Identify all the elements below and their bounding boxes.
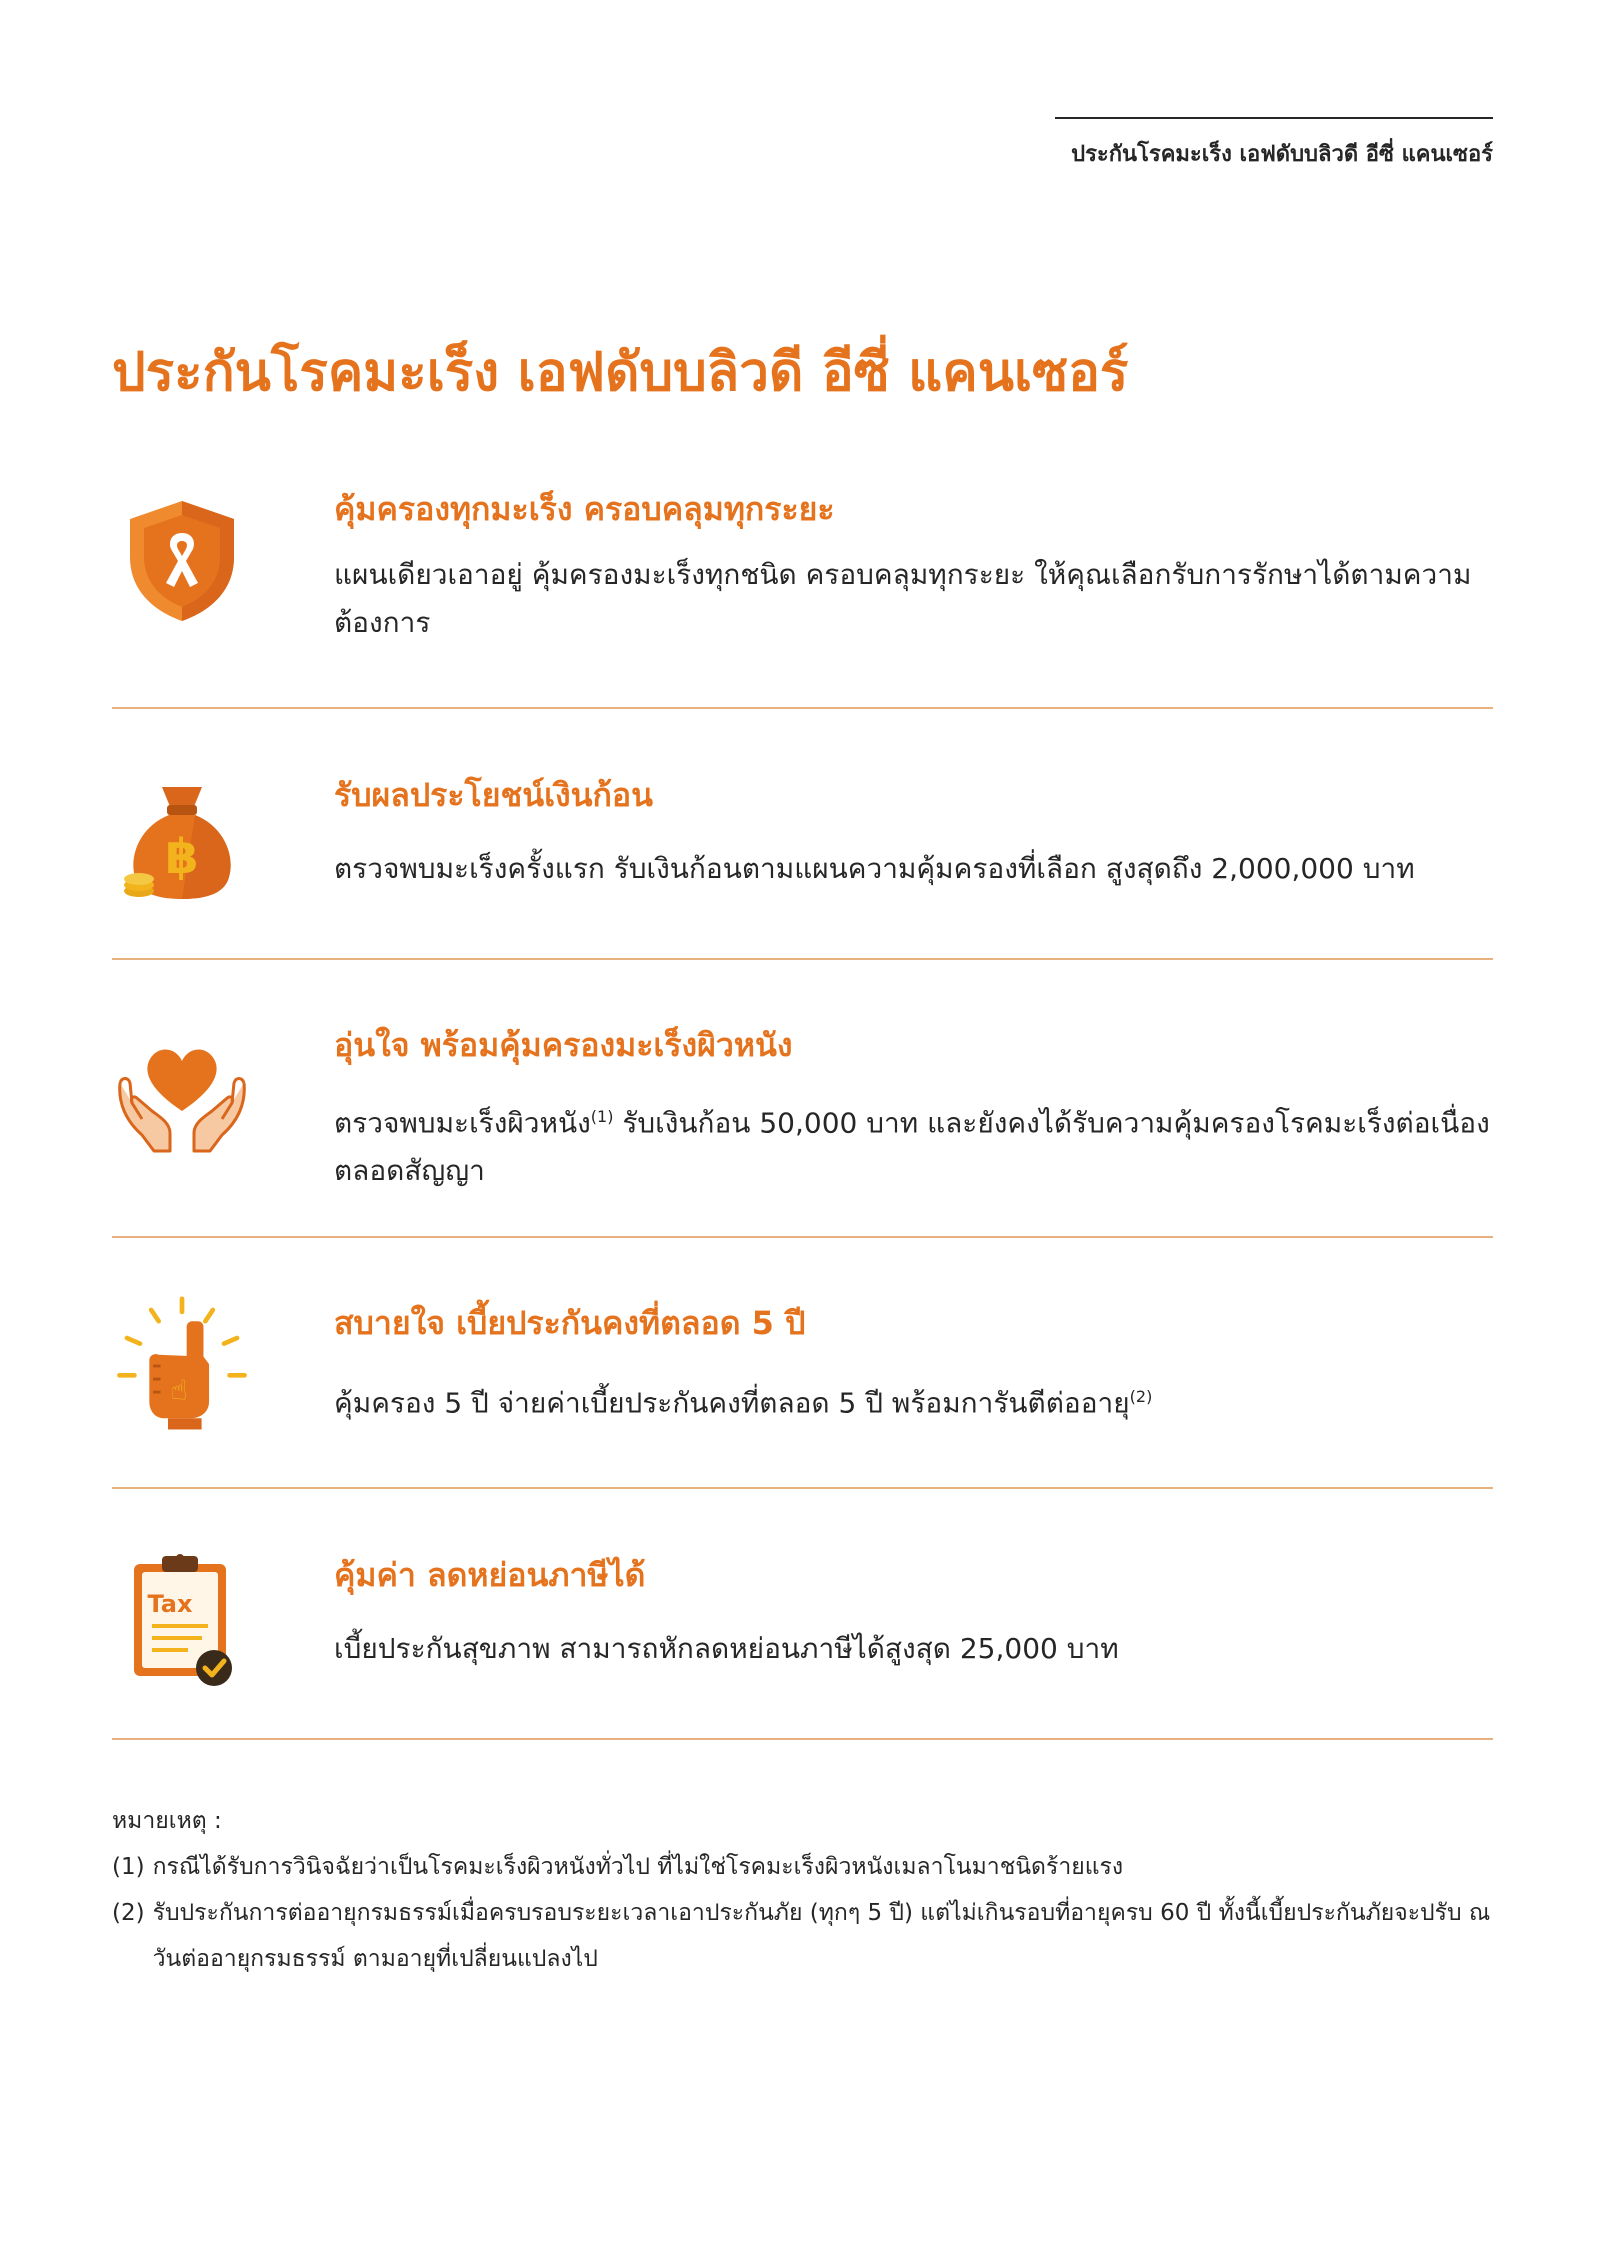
footnote-text: รับประกันการต่ออายุกรมธรรม์เมื่อครบรอบระยะเวลาเอาประกันภัย (ทุกๆ 5 ปี) แต่ไม่เกินรอบที่อายุครบ 60 ปี ทั้งนี้เบี้ยประกันภัยจะปรับ ณ วันต่ออายุกรมธรรม์ ตามอายุที่เปลี่ยนแปลงไป	[152, 1900, 1491, 1972]
notes-label: หมายเหตุ :	[112, 1808, 222, 1834]
footnote-marker: (1)	[112, 1854, 145, 1880]
tax-icon-label: Tax	[147, 1590, 193, 1618]
feature-description: ตรวจพบมะเร็งครั้งแรก รับเงินก้อนตามแผนความคุ้มครองที่เลือก สูงสุดถึง 2,000,000 บาท	[334, 852, 1415, 885]
section-divider	[112, 707, 1493, 709]
feature-text	[334, 484, 1493, 647]
feature-text	[334, 770, 1493, 893]
feature-text	[334, 1298, 1493, 1427]
foam-finger-icon	[112, 1286, 252, 1446]
footnote-text: กรณีได้รับการวินิจฉัยว่าเป็นโรคมะเร็งผิวหนังทั่วไป ที่ไม่ใช่โรคมะเร็งผิวหนังเมลาโนมาชนิดร้ายแรง	[152, 1854, 1124, 1880]
section-divider	[112, 958, 1493, 960]
money-bag-icon	[112, 770, 252, 910]
feature-text	[334, 1550, 1493, 1673]
section-divider	[112, 1738, 1493, 1740]
feature-description: แผนเดียวเอาอยู่ คุ้มครองมะเร็งทุกชนิด ครอบคลุมทุกระยะ ให้คุณเลือกรับการรักษาได้ตามความต้องการ	[334, 558, 1472, 639]
feature-description	[334, 1093, 1493, 1195]
feature-description-text: รับเงินก้อน 50,000 บาท และยังคงได้รับความคุ้มครองโรคมะเร็งต่อเนื่องตลอดสัญญา	[334, 1106, 1490, 1188]
svg-text:฿: ฿	[165, 829, 199, 885]
feature-description-text: ตรวจพบมะเร็งผิวหนัง	[334, 1106, 591, 1140]
feature-description	[334, 1373, 1493, 1427]
feature-item	[112, 1020, 1493, 1188]
feature-item	[112, 484, 1493, 644]
feature-description-text: คุ้มครอง 5 ปี จ่ายค่าเบี้ยประกันคงที่ตลอด 5 ปี พร้อมการันตีต่ออายุ	[334, 1386, 1130, 1420]
footnotes	[112, 1798, 1502, 1982]
feature-text	[334, 1020, 1493, 1195]
heart-hands-icon	[112, 1028, 252, 1168]
feature-title: คุ้มค่า ลดหย่อนภาษีได้	[334, 1556, 646, 1594]
feature-description: เบี้ยประกันสุขภาพ สามารถหักลดหย่อนภาษีได้สูงสุด 25,000 บาท	[334, 1632, 1119, 1665]
header-title: ประกันโรคมะเร็ง เอฟดับบลิวดี อีซี่ แคนเซอร์	[1071, 142, 1493, 167]
page-title: ประกันโรคมะเร็ง เอฟดับบลิวดี อีซี่ แคนเซอร์	[112, 342, 1129, 403]
footnote-item	[112, 1890, 1502, 1982]
shield-ribbon-icon	[112, 490, 252, 630]
feature-item	[112, 770, 1493, 910]
feature-title: รับผลประโยชน์เงินก้อน	[334, 776, 653, 814]
header-rule	[1055, 117, 1493, 119]
section-divider	[112, 1487, 1493, 1489]
footnote-item	[112, 1844, 1502, 1890]
footnote-ref: (1)	[590, 1107, 614, 1126]
feature-item	[112, 1550, 1493, 1700]
footnote-marker: (2)	[112, 1900, 145, 1926]
feature-title: คุ้มครองทุกมะเร็ง ครอบคลุมทุกระยะ	[334, 490, 835, 528]
feature-title: อุ่นใจ พร้อมคุ้มครองมะเร็งผิวหนัง	[334, 1026, 793, 1064]
feature-item	[112, 1298, 1493, 1448]
tax-clipboard-icon	[112, 1550, 252, 1690]
svg-text:☝: ☝	[170, 1373, 188, 1407]
footnote-ref: (2)	[1129, 1387, 1153, 1406]
feature-title: สบายใจ เบี้ยประกันคงที่ตลอด 5 ปี	[334, 1304, 806, 1342]
section-divider	[112, 1236, 1493, 1238]
